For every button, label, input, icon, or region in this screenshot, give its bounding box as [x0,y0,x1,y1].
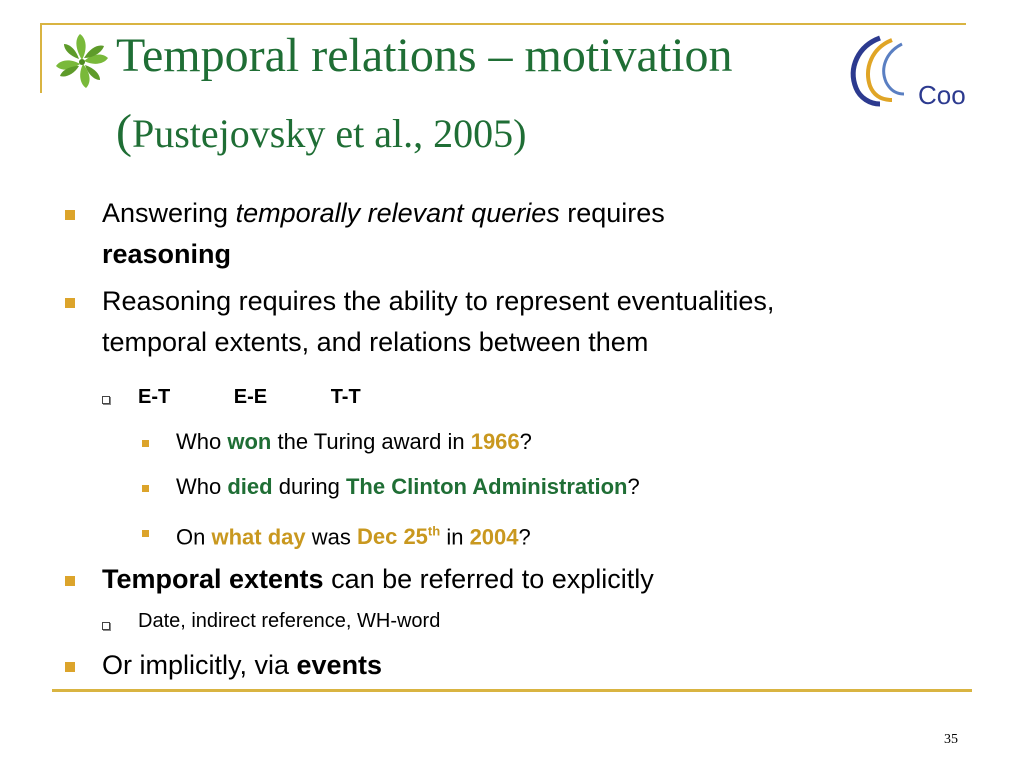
bullet-answering [102,193,665,275]
bullet-italic-text: temporally relevant queries [235,198,560,228]
q-time: what day [211,524,306,550]
bullet-square-icon [142,485,149,492]
bullet-square-icon [142,530,149,537]
q-text: in [440,524,470,550]
q-time [357,524,440,549]
relation-types [138,384,361,410]
q-time: 1966 [470,429,520,454]
q-time-sup: th [427,524,441,539]
question-dec25 [176,517,531,552]
q-text: ? [519,429,532,454]
slide-number: 35 [944,732,958,747]
bottom-rule [52,689,972,692]
question-turing [176,427,532,457]
sub-bullet-explicit: Date, indirect reference, WH-word [138,610,441,632]
bullet-text: temporal extents, and relations between them [102,327,649,357]
logo-text: Coo [918,80,966,110]
bullet-text: Or implicitly, via [102,650,297,680]
bullet-square-icon [65,662,75,672]
sub-bullet-checkbox-icon [102,622,110,630]
bullet-reasoning [102,281,774,363]
bullet-square-icon [65,576,75,586]
bullet-text: requires [559,198,665,228]
q-event: The Clinton Administration [345,474,628,499]
q-text: On [176,524,212,550]
relation-ee: E-E [233,386,268,408]
q-time-text: Dec 25 [356,524,428,550]
bullet-square-icon [142,440,149,447]
q-time: 2004 [469,524,519,550]
subtitle-text: Pustejovsky et al., 2005) [131,111,527,156]
bullet-bold-text: Temporal extents [102,564,324,594]
slide-title: Temporal relations – motivation [116,29,733,82]
bullet-square-icon [65,298,75,308]
bullet-square-icon [65,210,75,220]
top-rule [40,23,966,25]
flower-logo-icon [50,30,114,94]
q-text: Who [176,474,228,499]
q-event: died [227,474,273,499]
left-rule [40,23,42,93]
slide-subtitle [116,105,527,158]
q-text: Who [176,429,228,454]
q-text: the Turing award in [271,429,471,454]
bullet-bold-text: events [296,650,383,680]
q-text: ? [627,474,640,499]
q-text: ? [518,524,531,550]
bullet-text: Reasoning requires the ability to represent eventualities, [102,286,775,316]
relation-tt: T-T [330,386,361,408]
bullet-implicit [102,645,382,686]
cogcomp-logo-icon [840,28,972,110]
subtitle-paren: ( [116,105,132,158]
q-event: won [227,429,272,454]
bullet-bold-text: reasoning [102,239,232,269]
relation-et: E-T [138,386,171,408]
q-text: during [272,474,346,499]
question-clinton [176,472,640,502]
bullet-text: can be referred to explicitly [323,564,654,594]
bullet-text: Answering [102,198,236,228]
bullet-temporal-extents [102,559,654,600]
sub-bullet-checkbox-icon [102,396,110,404]
q-text: was [305,524,357,550]
